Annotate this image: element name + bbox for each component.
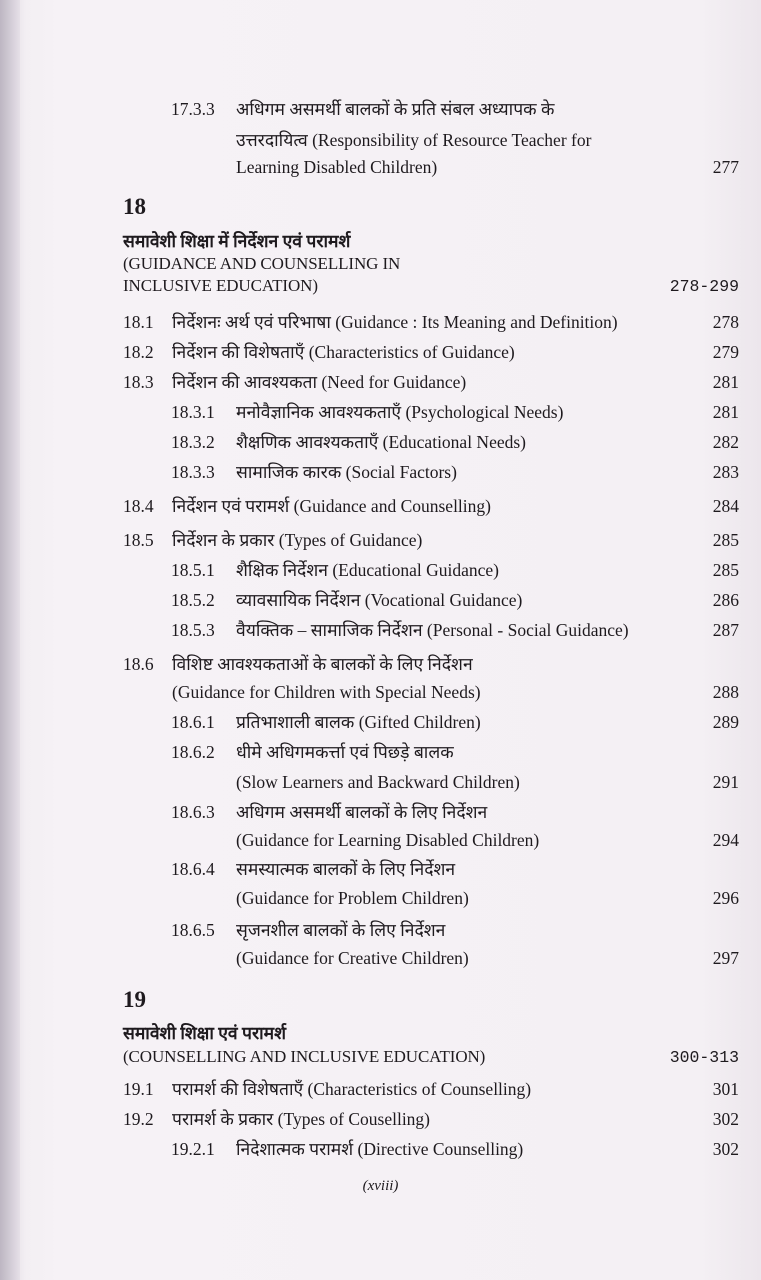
entry-page: 297 bbox=[712, 948, 739, 968]
toc-entry-19-2 bbox=[0, 1108, 761, 1130]
entry-title: प्रतिभाशाली बालक (Gifted Children) bbox=[236, 712, 481, 732]
entry-page: 281 bbox=[712, 372, 739, 392]
entry-title: अधिगम असमर्थी बालकों के लिए निर्देशन bbox=[236, 802, 488, 822]
entry-number: 18.5.1 bbox=[171, 560, 215, 580]
entry-page: 302 bbox=[712, 1139, 739, 1159]
entry-number: 18.5.2 bbox=[171, 590, 215, 610]
entry-title: शैक्षिक निर्देशन (Educational Guidance) bbox=[236, 560, 499, 580]
entry-number: 18.3.3 bbox=[171, 462, 215, 482]
entry-number: 18.6.4 bbox=[171, 859, 215, 879]
chapter-19-page-range: 300-313 bbox=[669, 1048, 739, 1067]
entry-title: निर्देशन के प्रकार (Types of Guidance) bbox=[172, 530, 423, 550]
entry-title: निर्देशन एवं परामर्श (Guidance and Counselling) bbox=[172, 496, 491, 516]
entry-number: 18.6.1 bbox=[171, 712, 215, 732]
entry-page: 294 bbox=[712, 830, 739, 850]
toc-entry-18-6-2 bbox=[0, 741, 761, 763]
entry-number: 19.2.1 bbox=[171, 1139, 215, 1159]
chapter-18-title-english-2: INCLUSIVE EDUCATION) bbox=[123, 276, 318, 295]
page-footer-number: (xviii) bbox=[362, 1178, 399, 1194]
entry-page: 288 bbox=[712, 682, 739, 702]
toc-entry-continuation bbox=[0, 829, 761, 851]
toc-entry-18-4 bbox=[0, 495, 761, 517]
toc-entry-18-6 bbox=[0, 653, 761, 675]
entry-title: विशिष्ट आवश्यकताओं के बालकों के लिए निर्देशन bbox=[172, 654, 473, 674]
entry-number: 18.6.5 bbox=[171, 920, 215, 940]
entry-page: 302 bbox=[712, 1109, 739, 1129]
toc-entry-18-5-1 bbox=[0, 559, 761, 581]
toc-entry-18-3-2 bbox=[0, 431, 761, 453]
entry-page: 287 bbox=[712, 620, 739, 640]
chapter-19-title-english: (COUNSELLING AND INCLUSIVE EDUCATION) bbox=[123, 1047, 486, 1066]
entry-title: धीमे अधिगमकर्त्ता एवं पिछड़े बालक bbox=[236, 742, 454, 762]
toc-entry-18-6-3 bbox=[0, 801, 761, 823]
chapter-19-title-hindi: समावेशी शिक्षा एवं परामर्श bbox=[123, 1023, 287, 1043]
entry-title: परामर्श के प्रकार (Types of Couselling) bbox=[172, 1109, 431, 1129]
toc-entry-19-2-1 bbox=[0, 1138, 761, 1160]
entry-number: 18.5 bbox=[123, 530, 154, 550]
entry-number: 18.6 bbox=[123, 654, 154, 674]
toc-entry-18-6-1 bbox=[0, 711, 761, 733]
entry-page: 283 bbox=[712, 462, 739, 482]
entry-title: मनोवैज्ञानिक आवश्यकताएँ (Psychological Needs) bbox=[236, 402, 564, 422]
toc-entry-18-1 bbox=[0, 311, 761, 333]
toc-entry-continuation bbox=[0, 947, 761, 969]
entry-page: 277 bbox=[712, 157, 739, 177]
entry-page: 284 bbox=[712, 496, 739, 516]
chapter-19-number: 19 bbox=[123, 987, 146, 1012]
toc-entry-17-3-3 bbox=[0, 98, 761, 178]
entry-title: निर्देशनः अर्थ एवं परिभाषा (Guidance : Its Meaning and Definition) bbox=[172, 312, 618, 332]
entry-line-1: अधिगम असमर्थी बालकों के प्रति संबल अध्यापक के bbox=[236, 99, 555, 119]
entry-page: 301 bbox=[712, 1079, 739, 1099]
entry-number: 18.3.1 bbox=[171, 402, 215, 422]
entry-number: 18.6.3 bbox=[171, 802, 215, 822]
entry-title: समस्यात्मक बालकों के लिए निर्देशन bbox=[236, 859, 456, 879]
entry-title: निर्देशन की आवश्यकता (Need for Guidance) bbox=[172, 372, 467, 392]
entry-page: 296 bbox=[712, 888, 739, 908]
entry-title: वैयक्तिक – सामाजिक निर्देशन (Personal - Social Guidance) bbox=[236, 620, 629, 640]
entry-number: 17.3.3 bbox=[171, 99, 215, 119]
entry-title: (Guidance for Creative Children) bbox=[236, 948, 469, 968]
entry-number: 18.2 bbox=[123, 342, 154, 362]
toc-entry-18-5 bbox=[0, 529, 761, 551]
toc-entry-continuation bbox=[0, 887, 761, 909]
chapter-18-page-range: 278-299 bbox=[669, 277, 739, 296]
entry-page: 289 bbox=[712, 712, 739, 732]
entry-number: 19.2 bbox=[123, 1109, 154, 1129]
chapter-18-title-hindi: समावेशी शिक्षा में निर्देशन एवं परामर्श bbox=[123, 231, 351, 251]
entry-number: 18.3 bbox=[123, 372, 154, 392]
entry-page: 286 bbox=[712, 590, 739, 610]
entry-title: (Guidance for Children with Special Needs) bbox=[172, 682, 481, 702]
entry-title: व्यावसायिक निर्देशन (Vocational Guidance) bbox=[236, 590, 523, 610]
entry-number: 18.4 bbox=[123, 496, 154, 516]
toc-entry-18-3-1 bbox=[0, 401, 761, 423]
entry-page: 279 bbox=[712, 342, 739, 362]
toc-entry-continuation bbox=[0, 681, 761, 703]
entry-number: 19.1 bbox=[123, 1079, 154, 1099]
entry-title: निदेशात्मक परामर्श (Directive Counselling) bbox=[236, 1139, 524, 1159]
entry-page: 282 bbox=[712, 432, 739, 452]
entry-title: निर्देशन की विशेषताएँ (Characteristics of Guidance) bbox=[172, 342, 515, 362]
toc-entry-continuation bbox=[0, 771, 761, 793]
entry-number: 18.3.2 bbox=[171, 432, 215, 452]
toc-entry-18-5-3 bbox=[0, 619, 761, 641]
toc-entry-18-6-4 bbox=[0, 858, 761, 880]
entry-page: 291 bbox=[712, 772, 739, 792]
toc-entry-18-3-3 bbox=[0, 461, 761, 483]
entry-page: 278 bbox=[712, 312, 739, 332]
entry-title: सामाजिक कारक (Social Factors) bbox=[236, 462, 457, 482]
entry-line-2: उत्तरदायित्व (Responsibility of Resource Teacher for bbox=[236, 130, 592, 150]
toc-entry-19-1 bbox=[0, 1078, 761, 1100]
toc-entry-18-3 bbox=[0, 371, 761, 393]
toc-entry-18-5-2 bbox=[0, 589, 761, 611]
entry-title: सृजनशील बालकों के लिए निर्देशन bbox=[236, 920, 446, 940]
entry-number: 18.6.2 bbox=[171, 742, 215, 762]
chapter-18-number: 18 bbox=[123, 194, 146, 219]
chapter-18-title-english-1: (GUIDANCE AND COUNSELLING IN bbox=[123, 254, 401, 273]
entry-title: (Guidance for Problem Children) bbox=[236, 888, 469, 908]
entry-line-3: Learning Disabled Children) bbox=[236, 157, 438, 177]
entry-title: (Slow Learners and Backward Children) bbox=[236, 772, 520, 792]
entry-number: 18.5.3 bbox=[171, 620, 215, 640]
entry-title: शैक्षणिक आवश्यकताएँ (Educational Needs) bbox=[236, 432, 526, 452]
entry-page: 281 bbox=[712, 402, 739, 422]
entry-page: 285 bbox=[712, 560, 739, 580]
entry-page: 285 bbox=[712, 530, 739, 550]
toc-entry-18-2 bbox=[0, 341, 761, 363]
entry-number: 18.1 bbox=[123, 312, 154, 332]
entry-title: (Guidance for Learning Disabled Children) bbox=[236, 830, 540, 850]
toc-entry-18-6-5 bbox=[0, 919, 761, 941]
entry-title: परामर्श की विशेषताएँ (Characteristics of Counselling) bbox=[172, 1079, 532, 1099]
